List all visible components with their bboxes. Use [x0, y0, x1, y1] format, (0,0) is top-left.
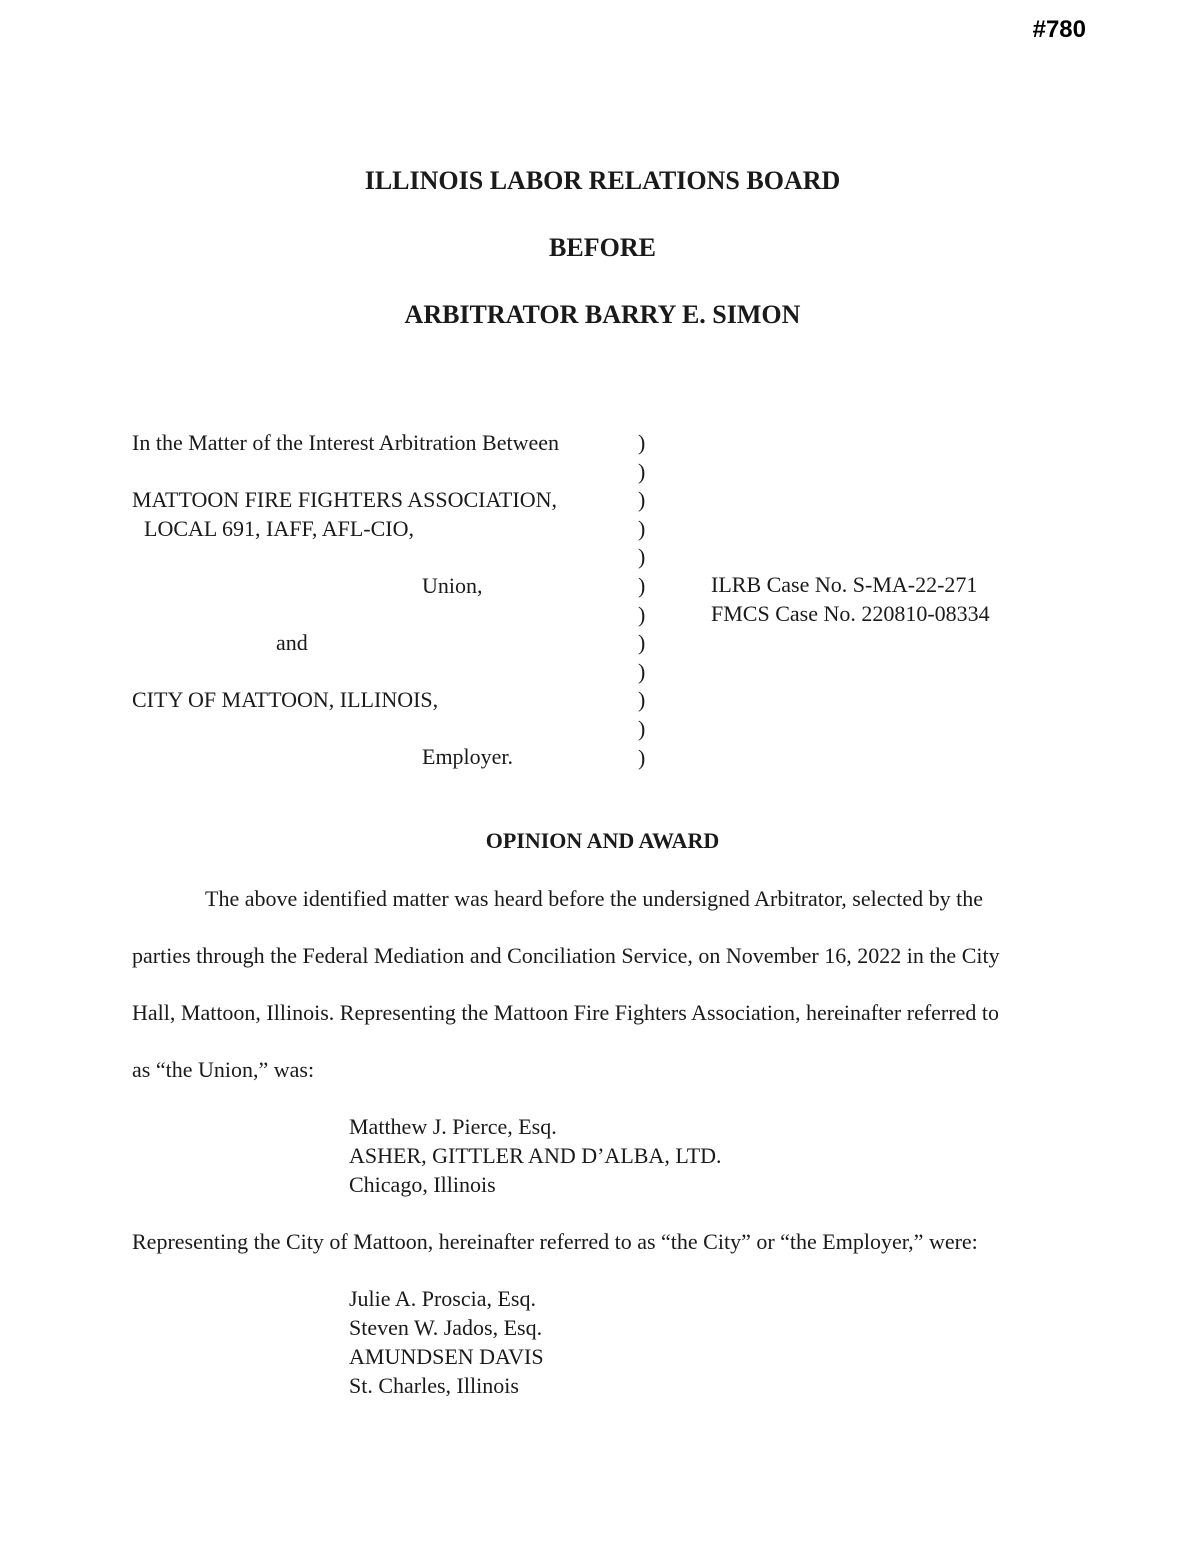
paragraph-line: Hall, Mattoon, Illinois. Representing the Mattoon Fire Fighters Association, hereinafter referred to [132, 1000, 999, 1025]
city-rep-location: St. Charles, Illinois [349, 1373, 519, 1398]
fmcs-case-number: FMCS Case No. 220810-08334 [711, 601, 990, 626]
ilrb-case-number: ILRB Case No. S-MA-22-271 [711, 572, 978, 597]
caption-paren: ) [638, 601, 646, 627]
city-rep-name: Julie A. Proscia, Esq. [349, 1286, 536, 1311]
union-name-line1: MATTOON FIRE FIGHTERS ASSOCIATION, [132, 487, 557, 512]
arbitrator-heading: ARBITRATOR BARRY E. SIMON [404, 300, 801, 329]
document-number: #780 [1032, 16, 1086, 43]
paragraph-line: as “the Union,” was: [132, 1057, 315, 1082]
caption-paren: ) [638, 716, 646, 741]
employer-name: CITY OF MATTOON, ILLINOIS, [132, 687, 439, 712]
caption-paren: ) [638, 687, 646, 713]
paragraph-line: The above identified matter was heard before the undersigned Arbitrator, selected by the [205, 886, 983, 911]
union-role: Union, [422, 573, 483, 598]
section-title: OPINION AND AWARD [485, 828, 720, 853]
caption-paren: ) [638, 487, 646, 513]
union-rep-firm: ASHER, GITTLER AND D’ALBA, LTD. [349, 1143, 722, 1168]
board-title: ILLINOIS LABOR RELATIONS BOARD [364, 166, 841, 195]
caption-paren: ) [638, 544, 646, 570]
caption-paren: ) [638, 430, 646, 455]
union-rep-location: Chicago, Illinois [349, 1172, 496, 1197]
paragraph-line: parties through the Federal Mediation and Conciliation Service, on November 16, 2022 in the City [132, 943, 1000, 968]
paragraph-line: Representing the City of Mattoon, hereinafter referred to as “the City” or “the Employer,” were: [132, 1229, 978, 1254]
caption-paren: ) [638, 458, 646, 484]
before-heading: BEFORE [549, 233, 656, 262]
matter-line: In the Matter of the Interest Arbitration Between [132, 430, 560, 455]
caption-paren: ) [638, 515, 646, 541]
employer-role: Employer. [422, 744, 514, 769]
caption-paren: ) [638, 573, 646, 598]
city-rep-firm: AMUNDSEN DAVIS [349, 1344, 544, 1369]
union-rep-name: Matthew J. Pierce, Esq. [349, 1114, 557, 1139]
union-name-line2: LOCAL 691, IAFF, AFL-CIO, [144, 516, 414, 541]
caption-paren: ) [638, 658, 646, 684]
caption-paren: ) [638, 630, 646, 656]
city-rep-name: Steven W. Jados, Esq. [349, 1315, 543, 1340]
caption-paren: ) [638, 744, 646, 770]
and-text: and [276, 630, 308, 655]
